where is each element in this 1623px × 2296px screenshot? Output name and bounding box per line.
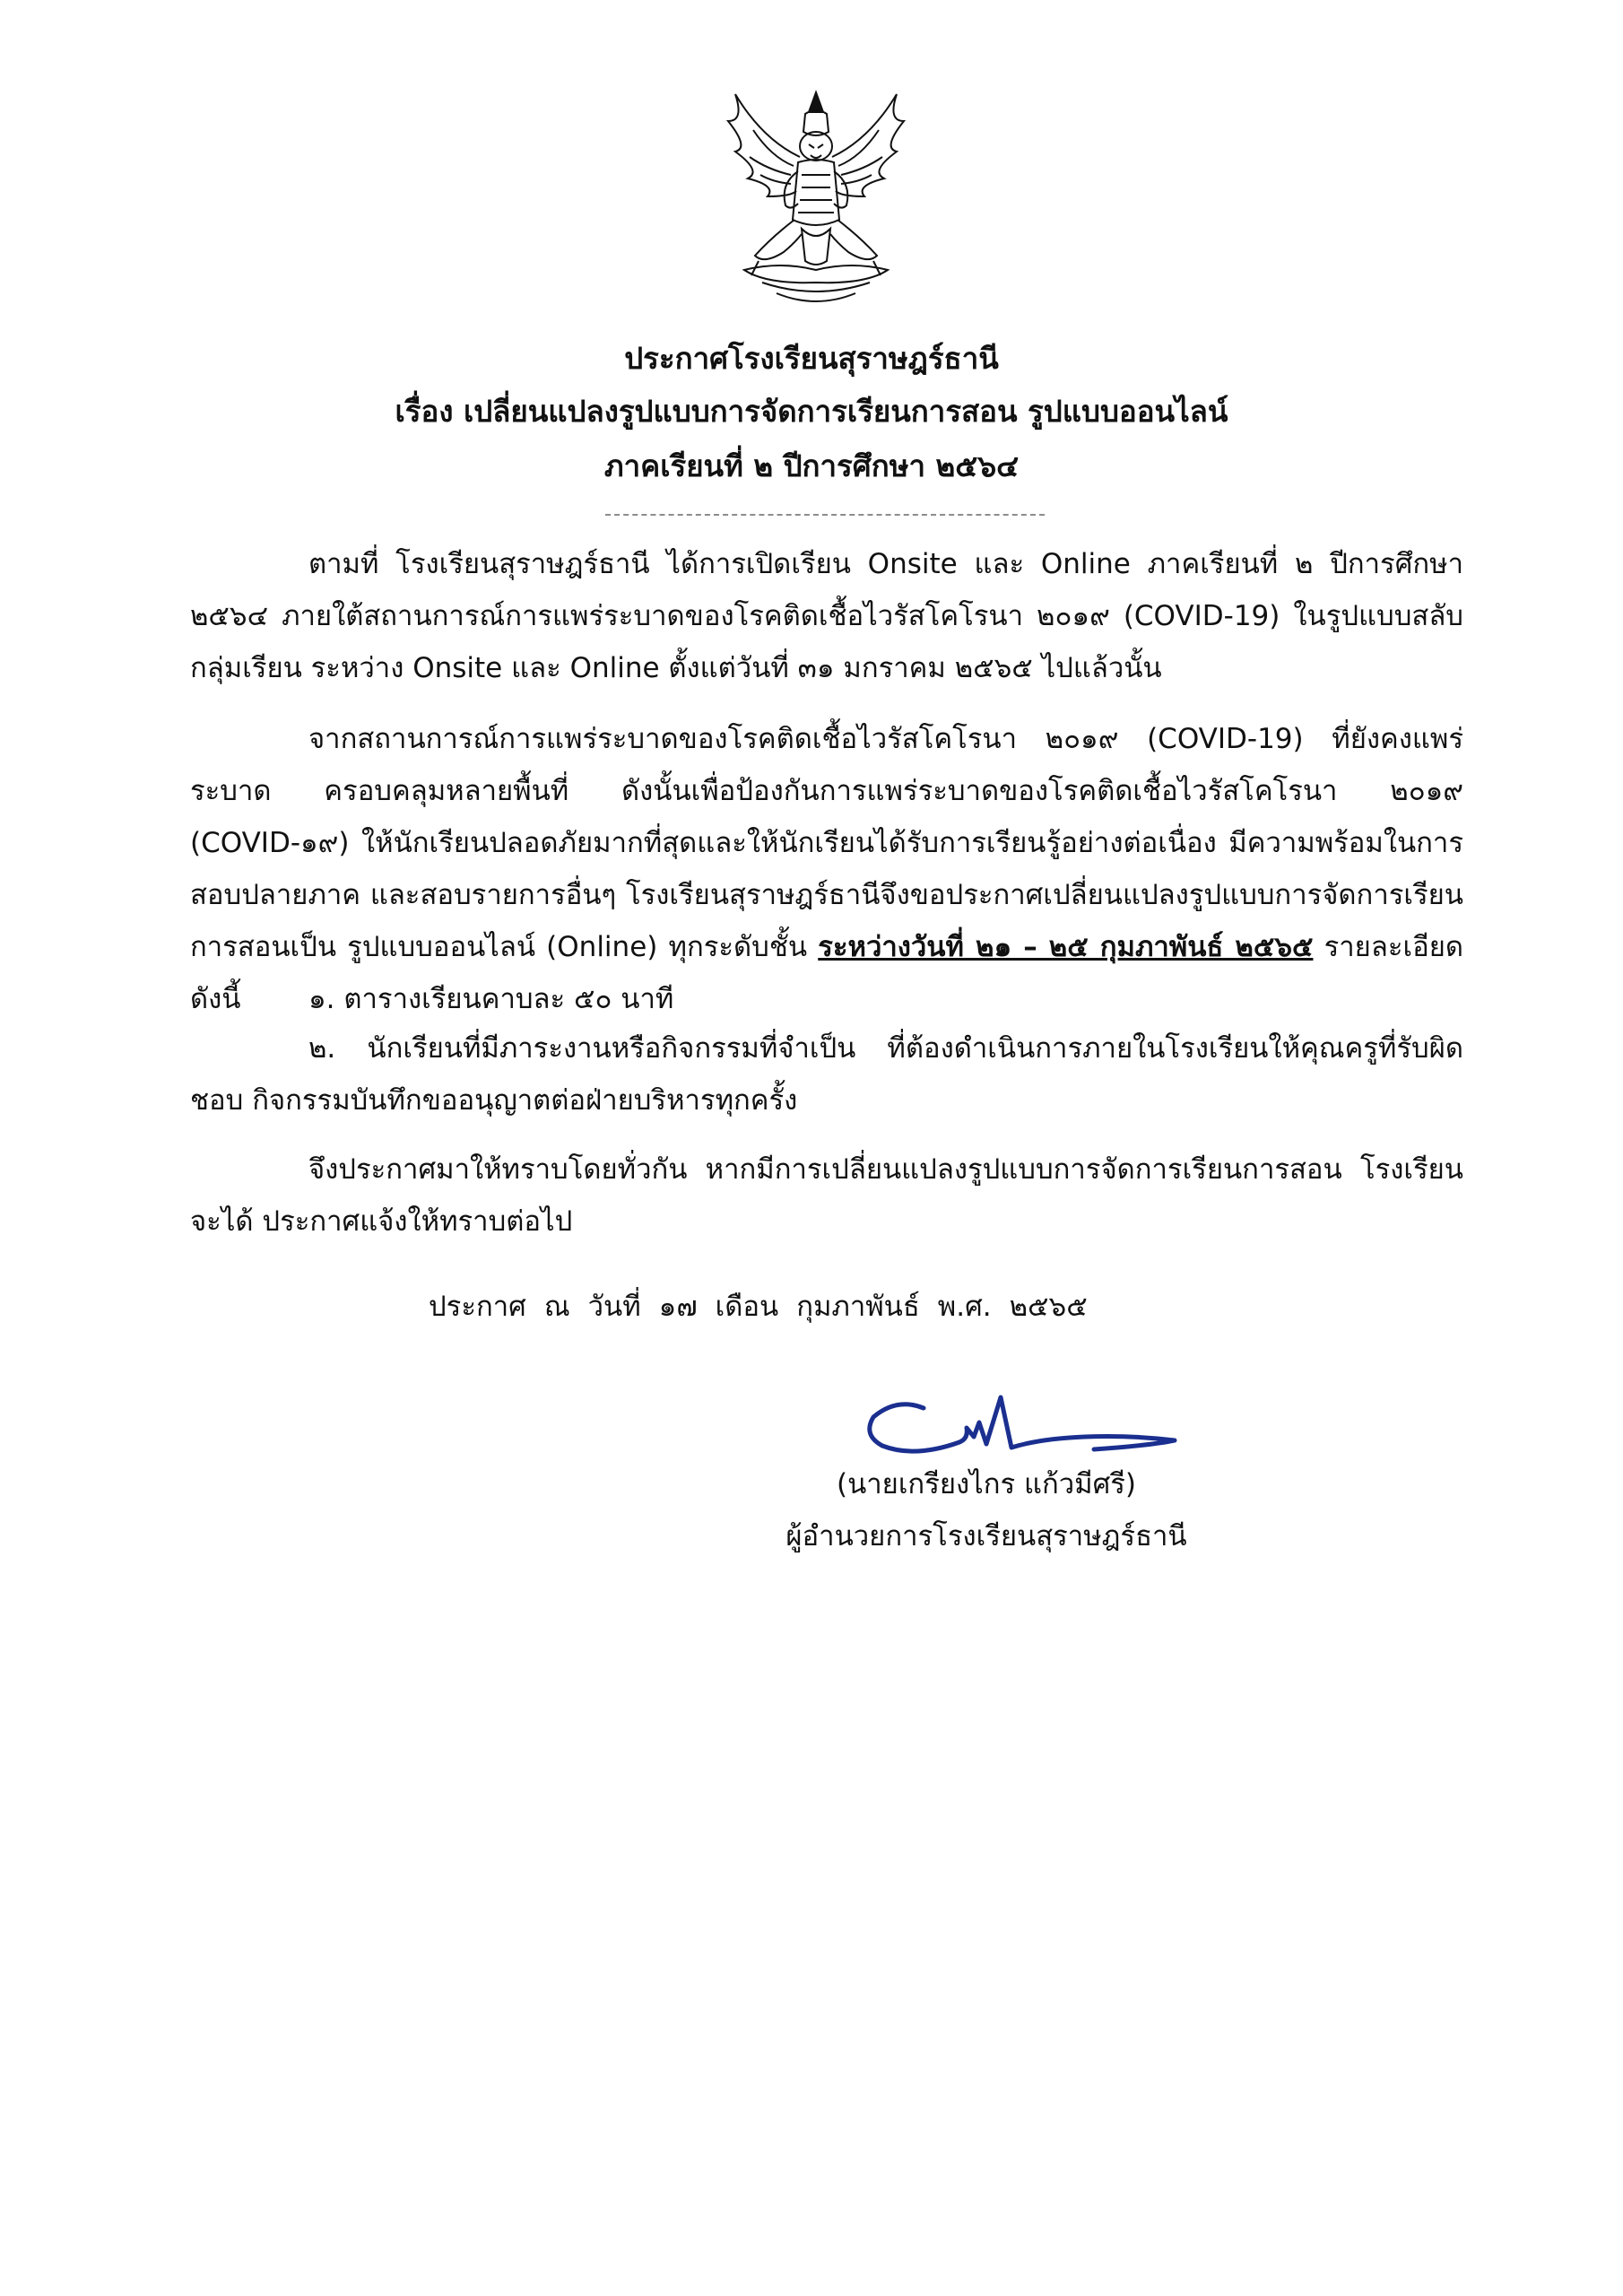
signature-image [861,1372,1184,1471]
signer-position: ผู้อำนวยการโรงเรียนสุราษฎร์ธานี [785,1520,1187,1552]
date-month: กุมภาพันธ์ [796,1291,920,1323]
announcement-date [429,1284,1106,1329]
paragraph-2-lead: จากสถานการณ์การแพร่ระบาดของโรคติดเชื้อไวรัสโคโรนา ๒๐๑๙ (COVID-19) ที่ยังคงแพร่ระบาด ครอบคลุมหลายพื้นที่ ดังนั้นเพื่อป้องกันการแพร่ระบาดของโรคติดเชื้อไวรัสโคโรนา ๒๐๑๙ (COVID-๑๙) ให้นักเรียนปลอดภัยมากที่สุดและให้นักเรียนได้รับการเรียนรู้อย่างต่อเนื่อง มีความพร้อมในการสอบปลายภาค และสอบรายการอื่นๆ โรงเรียนสุราษฎร์ธานีจึงขอประกาศเปลี่ยนแปลงรูปแบบการจัดการเรียนการสอนเป็น รูปแบบออนไลน์ (Online) ทุกระดับชั้น [190,723,1463,963]
list-item [190,1022,1463,1126]
date-year: ๒๕๖๕ [1009,1291,1088,1323]
paragraph-2-tail: รายละเอียดดังนี้ [190,931,1463,1015]
date-day: ๑๗ [658,1291,698,1323]
paragraph-closing [190,1144,1463,1248]
paragraph-1 [190,538,1463,694]
item-1-text: ๑. ตารางเรียนคาบละ ๕๐ นาที [308,983,674,1015]
subject-heading: เรื่อง เปลี่ยนแปลงรูปแบบการจัดการเรียนการสอน รูปแบบออนไลน์ [395,394,1228,429]
paragraph-1-text: ตามที่ โรงเรียนสุราษฎร์ธานี ได้การเปิดเรียน Onsite และ Online ภาคเรียนที่ ๒ ปีการศึกษา ๒๕๖๔ ภายใต้สถานการณ์การแพร่ระบาดของโรคติดเชื้อไวรัสโคโรนา ๒๐๑๙ (COVID-19) ในรูปแบบสลับกลุ่มเรียน ระหว่าง Onsite และ Online ตั้งแต่วันที่ ๓๑ มกราคม ๒๕๖๕ ไปแล้วนั้น [190,548,1463,684]
date-range-highlight: ระหว่างวันที่ ๒๑ – ๒๕ กุมภาพันธ์ ๒๕๖๕ [818,931,1314,963]
date-day-label: วันที่ [587,1291,641,1323]
date-announced-label: ประกาศ [429,1291,526,1323]
date-month-label: เดือน [715,1291,779,1323]
date-at-label: ณ [543,1291,570,1323]
item-2-text: ๒. นักเรียนที่มีภาระงานหรือกิจกรรมที่จำเป็น ที่ต้องดำเนินการภายในโรงเรียนให้คุณครูที่รับผิดชอบ กิจกรรมบันทึกขออนุญาตต่อฝ่ายบริหารทุกครั้ง [190,1032,1463,1117]
heading-divider [605,514,1045,516]
signer-name: (นายเกรียงไกร แก้วมีศรี) [836,1468,1137,1500]
term-heading: ภาคเรียนที่ ๒ ปีการศึกษา ๒๕๖๔ [603,448,1020,483]
garuda-emblem-icon [708,85,924,318]
closing-text: จึงประกาศมาให้ทราบโดยทั่วกัน หากมีการเปลี่ยนแปลงรูปแบบการจัดการเรียนการสอน โรงเรียนจะได้ ประกาศแจ้งให้ทราบต่อไป [190,1153,1463,1238]
org-heading: ประกาศโรงเรียนสุราษฎร์ธานี [624,341,999,376]
date-year-label: พ.ศ. [937,1291,992,1323]
list-item [190,973,1463,1025]
